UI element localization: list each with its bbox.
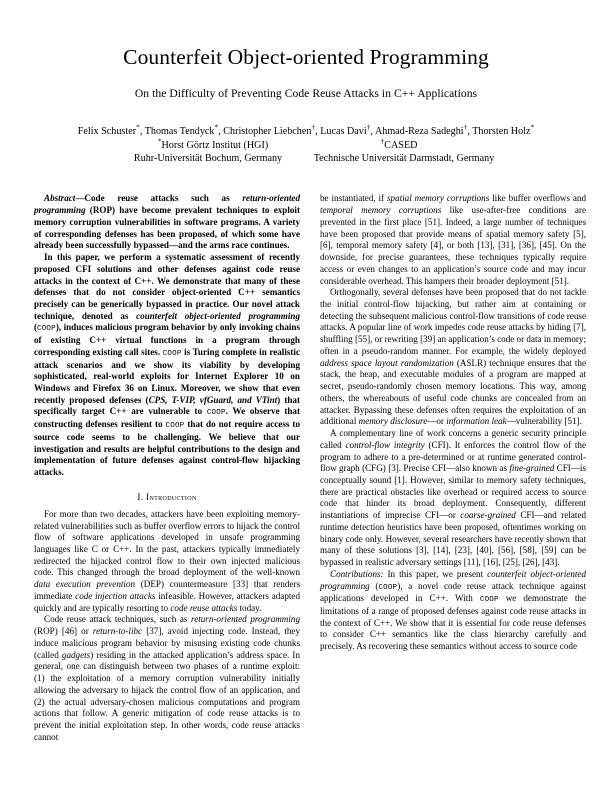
- right-p3-italic-3: coarse-grained: [460, 510, 516, 521]
- right-p2-italic-2: memory disclosure: [358, 416, 428, 427]
- intro-p1-italic-1: data execution prevention: [34, 579, 136, 590]
- abstract-p1-b: (ROP) have become prevalent techniques to exploit memory corruption vulnerabilities in software programs. A variety of corresponding defenses has been proposed, of which some have already been successfully bypassed—and the arms race continues.: [34, 205, 300, 251]
- affiliation-b-name: †CASED: [380, 136, 418, 151]
- right-p3-italic-2: fine-grained: [509, 463, 555, 474]
- author-1-mark: *: [214, 122, 219, 132]
- affiliation-b-place: Technische Universität Darmstadt, Germany: [313, 153, 495, 165]
- right-p2-a: Orthogonally, several defenses have been proposed that do not tackle the initial control-flow hijacking, but rather aim at containing or detecting the subsequent malicious control-flow transitions of code reuse attacks. A popular line of work impedes code reuse attacks by hiding [7], shuffling [55], or rewriting [39] an application’s code or data in memory; often in a pseudo-random manner. For example, the widely deployed: [320, 287, 587, 356]
- body-columns: [34, 193, 587, 743]
- intro-p2-italic-1: return-oriented programming: [191, 614, 300, 625]
- abstract-p2-c: ), induces malicious program behavior by only invoking chains of existing C++ virtual functions in a program through corresponding existing call sites.: [34, 322, 300, 357]
- abstract-dash: —: [75, 193, 85, 204]
- affiliation-names-row: [34, 136, 578, 153]
- abstract-coop-mono-4: COOP: [165, 422, 185, 431]
- author-1: Thomas Tendyck*: [144, 122, 219, 137]
- right-p1-a: be instantiated, if: [320, 193, 387, 204]
- affiliation-a-place: Ruhr-Universität Bochum, Germany: [133, 153, 283, 165]
- right-p1-italic-1: spatial memory corruptions: [387, 193, 490, 204]
- affiliation-places-row: [34, 153, 578, 166]
- affiliation-a-name: *Horst Görtz Institut (HGI): [157, 136, 269, 151]
- author-2: Christopher Liebchen†: [223, 122, 316, 137]
- abstract-coop-mono-3: COOP: [206, 409, 226, 418]
- abstract-paragraph-1: [34, 193, 300, 252]
- abstract-p2-e: ) that specifically target C++ are vulnerable to: [34, 394, 300, 417]
- right-p4-a: In this paper, we present: [383, 568, 488, 579]
- abstract-p2-d: is Turing complete in realistic attack scenarios and we show its viability by developing sophisticated, real-world exploits for Internet Explorer 10 on Windows and Firefox 36 on Linux. Moreover, we show that even recently proposed defenses (: [34, 346, 300, 405]
- intro-p2-a: Code reuse attack techniques, such as: [44, 614, 191, 625]
- abstract-p2-f: . We observe that constructing defenses resilient to: [34, 406, 300, 430]
- author-4: Ahmad-Reza Sadeghi†: [374, 122, 468, 137]
- author-names: Felix Schuster*, Thomas Tendyck*, Christopher Liebchen†, Lucas Davi†, Ahmad-Reza Sadeghi†, Thorsten Holz*: [77, 122, 535, 137]
- author-0-mark: *: [136, 122, 140, 132]
- intro-p1-a: For more than two decades, attackers have been exploiting memory-related vulnerabilities such as buffer overflow errors to hijack the control flow of software applications developed in unsafe programming languages like C or C++. In the past, attackers typically immediately redirected the hijacked control flow to their own injected malicious code. This changed through the broad deployment of the well-known: [34, 508, 300, 578]
- contributions-label: Contributions:: [330, 568, 384, 579]
- page-subtitle: On the Difficulty of Preventing Code Reuse Attacks in C++ Applications: [134, 86, 478, 100]
- intro-p1-b: (DEP) countermeasure [33] that renders immediate: [34, 579, 300, 601]
- affiliation-a-mark: *: [157, 136, 162, 146]
- right-p1-c: like use-after-free conditions are prevented in the first place [51]. Indeed, a large number of techniques have been proposed that provide means of spatial memory safety [5], [6], temporal memory safety [4], or both [13], [31], [36], [45]. On the downside, for precise guarantees, these techniques typically require access or even changes to an application’s source code and may incur considerable overhead. This hampers their broader deployment [51].: [320, 205, 586, 286]
- right-paragraph-3: [320, 428, 586, 569]
- author-5-mark: *: [530, 122, 535, 132]
- right-p2-d: —vulnerability [51].: [506, 416, 582, 427]
- author-2-mark: †: [311, 122, 316, 132]
- affiliation-b-mark: †: [380, 136, 385, 146]
- author-block: [34, 122, 578, 167]
- right-coop-mono-1: COOP: [378, 583, 398, 592]
- right-p3-a: A complementary line of work concerns a generic security principle called: [320, 428, 586, 450]
- intro-p2-b: (ROP) [46] or: [34, 626, 93, 637]
- right-p2-b: (ASLR) technique ensures that the stack, the heap, and executable modules of a program are mapped at secret, pseudo-randomly chosen memory locations. This way, among others, the whereabouts of useful code chunks are concealed from an attacker. Bypassing these defenses often requires the exploitation of an additional: [320, 357, 586, 427]
- right-paragraph-1: [320, 193, 586, 287]
- intro-p1-italic-3: code reuse attacks: [170, 602, 238, 613]
- intro-p2-italic-3: gadgets: [61, 649, 91, 660]
- right-p1-b: like buffer overflows and: [489, 193, 586, 204]
- intro-p2-c: [37], avoid injecting code. Instead, they induce malicious program behavior by misusing existing code chunks (called: [34, 626, 301, 660]
- abstract-paragraph-2: [34, 252, 300, 479]
- abstract-label: Abstract: [44, 193, 76, 204]
- abstract-coop-mono-2: COOP: [162, 349, 182, 358]
- right-coop-mono-2: COOP: [479, 596, 499, 605]
- abstract-p2-italic-1: counterfeit object-oriented programming: [136, 310, 300, 321]
- author-0: Felix Schuster*: [77, 122, 140, 137]
- author-3: Lucas Davi†: [320, 122, 371, 137]
- abstract-p1-italic-1: return-oriented programming: [34, 193, 300, 216]
- author-3-mark: †: [366, 122, 371, 132]
- right-paragraph-2: [320, 287, 586, 428]
- abstract-p2-b: (: [34, 322, 38, 333]
- right-p3-d: CFI—and related runtime detection heuristics have been proposed, oftentimes working on binary code only. However, several researchers have recently shown that many of these solutions [3], [14], [23], [40], [56], [58], [59] can be bypassed in realistic adversary settings [11], [16], [25], [26], [43].: [320, 510, 586, 568]
- right-column: [320, 193, 586, 743]
- left-column: [34, 193, 300, 743]
- section-heading-introduction: I. Introduction: [137, 491, 197, 502]
- intro-paragraph-2: [34, 614, 300, 743]
- abstract-block: [34, 193, 300, 478]
- right-p4-c: ), a novel code reuse attack technique against applications developed in C++. With: [320, 580, 586, 604]
- right-p3-italic-1: control-flow integrity: [345, 439, 425, 450]
- page-title: Counterfeit Object-oriented Programming: [123, 45, 489, 69]
- right-p3-b: (CFI). It enforces the control flow of the program to adhere to a pre-determined or at runtime generated control-flow graph (CFG) [3]. Precise CFI—also known as: [320, 439, 586, 474]
- abstract-p2-a: In this paper, we perform a systematic assessment of recently proposed CFI solutions and other defenses against code reuse attacks in the context of C++. We demonstrate that many of these defenses that do not consider object-oriented C++ semantics precisely can be generically bypassed in practice. Our novel attack technique, denoted as: [34, 252, 300, 321]
- abstract-p1-a: Code reuse attacks such as: [84, 193, 243, 204]
- intro-p1-c: infeasible. However, attackers adapted quickly and are typically resorting to: [34, 590, 300, 613]
- abstract-p2-g: that do not require access to source code seems to be challenging. We believe that our investigation and results are helpful contributions to the design and implementation of future defenses against control-flow hijacking attacks.: [34, 419, 300, 478]
- intro-p1-d: today.: [237, 602, 262, 613]
- abstract-p2-italic-2: CPS, T-VIP, vfGuard, and VTint: [148, 394, 278, 405]
- right-p4-d: we demonstrate the limitations of a range of proposed defenses against code reuse attacks in the context of C++. We show that it is essential for code reuse defenses to consider C++ semantics like the class hierarchy carefully and precisely. As recovering these semantics without access to source code: [320, 593, 586, 652]
- right-p3-c: CFI—is conceptually sound [1]. However, similar to memory safety techniques, there are practical obstacles like overhead or required access to source code that hinder its broad deployment. Consequently, different instantiations of imprecise CFI—or: [320, 463, 586, 521]
- right-p1-italic-2: temporal memory corruptions: [320, 205, 442, 216]
- right-p2-c: —or: [427, 416, 447, 427]
- intro-p2-d: ) residing in the attacked application’s address space. In general, one can distinguish between two phases of a runtime exploit: (1) the exploitation of a memory corruption vulnerability initially allowing the adversary to hijack the control flow of an application, and (2) the actual adversary-chosen malicious computations and program actions that follow. A generic mitigation of code reuse attacks is to prevent the initial exploitation step. In other words, code reuse attacks cannot: [34, 649, 300, 742]
- right-p2-italic-3: information leak: [446, 416, 507, 427]
- author-4-mark: †: [463, 122, 468, 132]
- title-block: [34, 0, 578, 100]
- right-paragraph-4-contributions: [320, 569, 586, 653]
- intro-p2-italic-2: return-to-libc: [92, 626, 143, 637]
- abstract-coop-mono-1: COOP: [37, 325, 56, 334]
- intro-p1-italic-2: code injection attacks: [75, 590, 156, 601]
- right-p4-italic-1: counterfeit object-oriented programming: [320, 568, 586, 591]
- right-p2-italic-1: address space layout randomization: [320, 357, 454, 368]
- right-p4-b: (: [369, 580, 379, 591]
- intro-paragraph-1: [34, 509, 300, 615]
- author-5: Thorsten Holz*: [472, 122, 535, 137]
